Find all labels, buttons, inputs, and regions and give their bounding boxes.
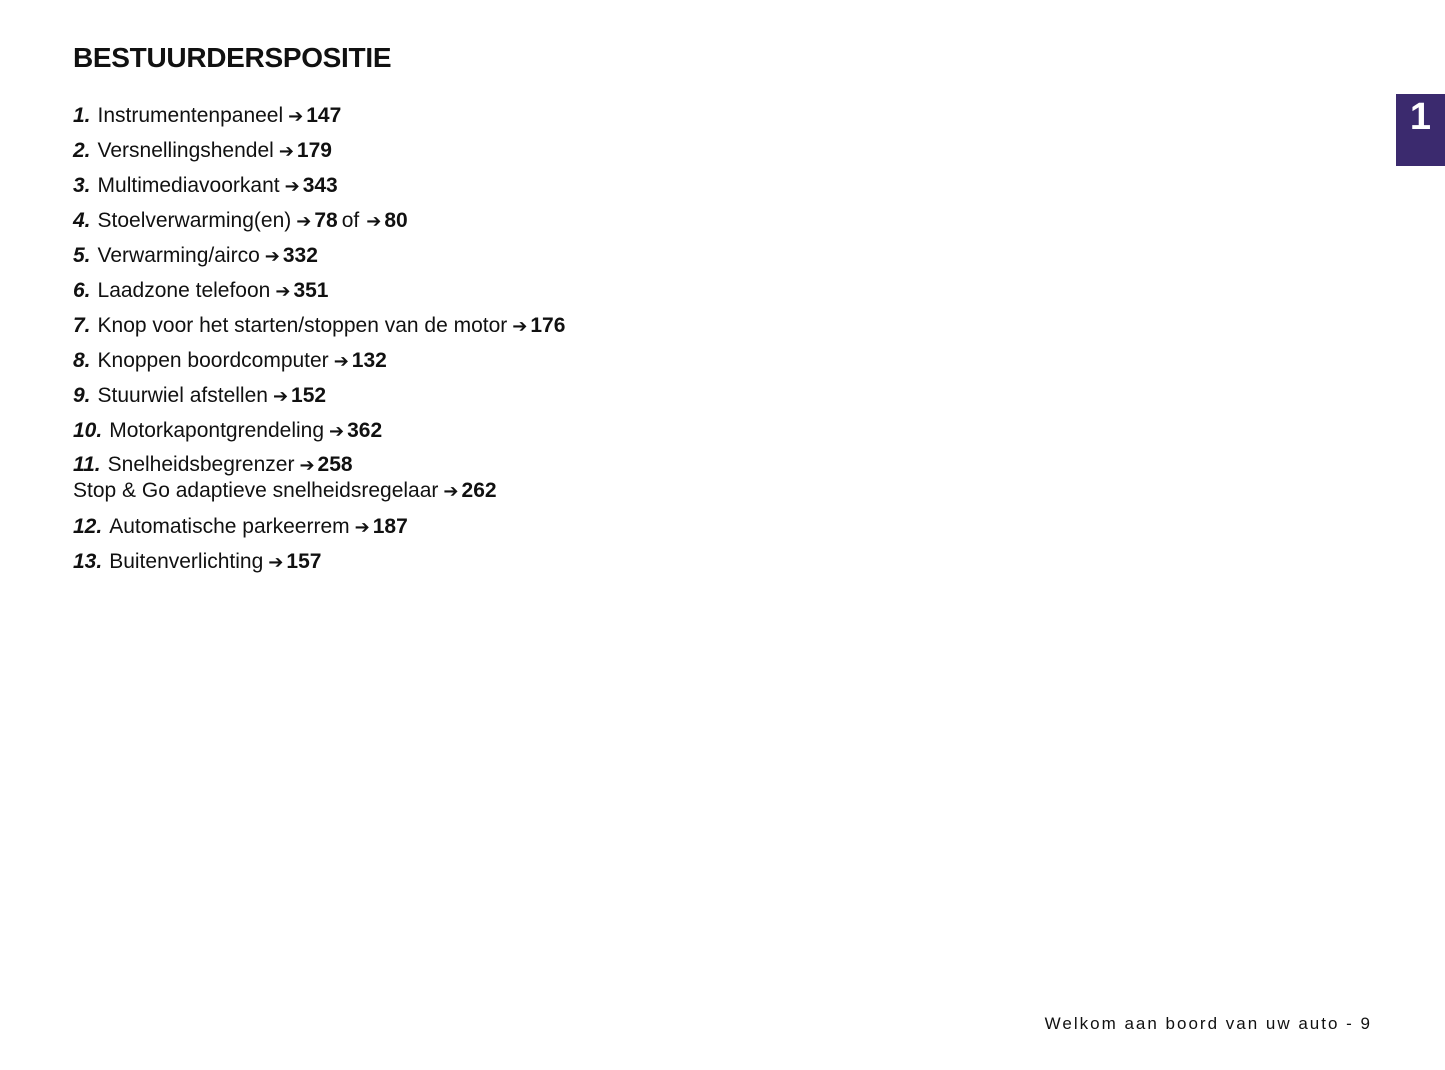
page-reference-link[interactable]: 152 [291,384,327,407]
list-item [73,310,565,345]
item-subline [73,478,565,504]
list-item [73,450,565,511]
item-number: 7. [73,314,91,337]
page-reference-link[interactable]: 332 [282,244,318,267]
item-number: 3. [73,174,91,197]
list-item [73,240,565,275]
arrow-right-icon: ➔ [329,421,345,441]
item-number: 10. [73,419,103,442]
item-number: 11. [73,453,101,476]
page-reference-link[interactable]: 132 [351,349,387,372]
item-label: Multimediavoorkant [97,174,280,197]
item-number: 8. [73,349,91,372]
item-label: Knop voor het starten/stoppen van de motor [97,314,508,337]
arrow-right-icon: ➔ [366,211,382,231]
page-reference-link[interactable]: 80 [384,209,408,232]
arrow-right-icon: ➔ [268,552,284,572]
item-label: Motorkapontgrendeling [109,419,325,442]
page-reference-link[interactable]: 176 [530,314,566,337]
item-label: Laadzone telefoon [97,279,271,302]
arrow-right-icon: ➔ [278,141,294,161]
arrow-right-icon: ➔ [299,455,315,475]
page-reference-link[interactable]: 362 [347,419,383,442]
page-reference-link[interactable]: 187 [372,515,408,538]
item-label: Verwarming/airco [97,244,260,267]
arrow-right-icon: ➔ [333,351,349,371]
item-number: 5. [73,244,91,267]
arrow-right-icon: ➔ [288,106,304,126]
chapter-tab[interactable]: 1 [1396,94,1445,166]
arrow-right-icon: ➔ [284,176,300,196]
item-number: 13. [73,550,103,573]
arrow-right-icon: ➔ [272,386,289,406]
page-reference-link[interactable]: 262 [461,479,497,502]
item-label: Stuurwiel afstellen [97,384,268,407]
list-item [73,380,565,415]
list-item [73,415,565,450]
page-reference-link[interactable]: 343 [302,174,338,197]
page-footer: Welkom aan boord van uw auto - 9 [1044,1014,1372,1033]
page-reference-link[interactable]: 179 [296,139,332,162]
list-item [73,275,565,310]
item-label: Knoppen boordcomputer [97,349,329,372]
arrow-right-icon: ➔ [275,281,291,301]
arrow-right-icon: ➔ [296,211,312,231]
list-item [73,546,565,581]
item-label: Automatische parkeerrem [109,515,350,538]
arrow-right-icon: ➔ [264,246,280,266]
arrow-right-icon: ➔ [443,481,459,501]
list-item [73,511,565,546]
list-item [73,170,565,205]
arrow-right-icon: ➔ [512,316,528,336]
list-item [73,345,565,380]
item-number: 6. [73,279,91,302]
item-label: Buitenverlichting [109,550,264,573]
item-label: Snelheidsbegrenzer [107,453,295,476]
item-label: Versnellingshendel [97,139,274,162]
item-number: 9. [73,384,91,407]
page-reference-link[interactable]: 157 [286,550,322,573]
page-reference-link[interactable]: 258 [317,453,353,476]
arrow-right-icon: ➔ [354,517,370,537]
item-label: Instrumentenpaneel [97,104,284,127]
page-reference-link[interactable]: 351 [293,279,329,302]
item-number: 1. [73,104,91,127]
item-label: Stoelverwarming(en) [97,209,292,232]
item-number: 2. [73,139,91,162]
page-reference-link[interactable]: 147 [306,104,342,127]
page-title: BESTUURDERSPOSITIE [73,42,392,73]
or-text: of [341,209,360,232]
item-sub-label: Stop & Go adaptieve snelheidsregelaar [73,479,439,502]
page-reference-link[interactable]: 78 [314,209,338,232]
item-number: 4. [73,209,91,232]
component-list [73,100,565,581]
list-item [73,205,565,240]
item-number: 12. [73,515,103,538]
list-item [73,100,565,135]
list-item [73,135,565,170]
